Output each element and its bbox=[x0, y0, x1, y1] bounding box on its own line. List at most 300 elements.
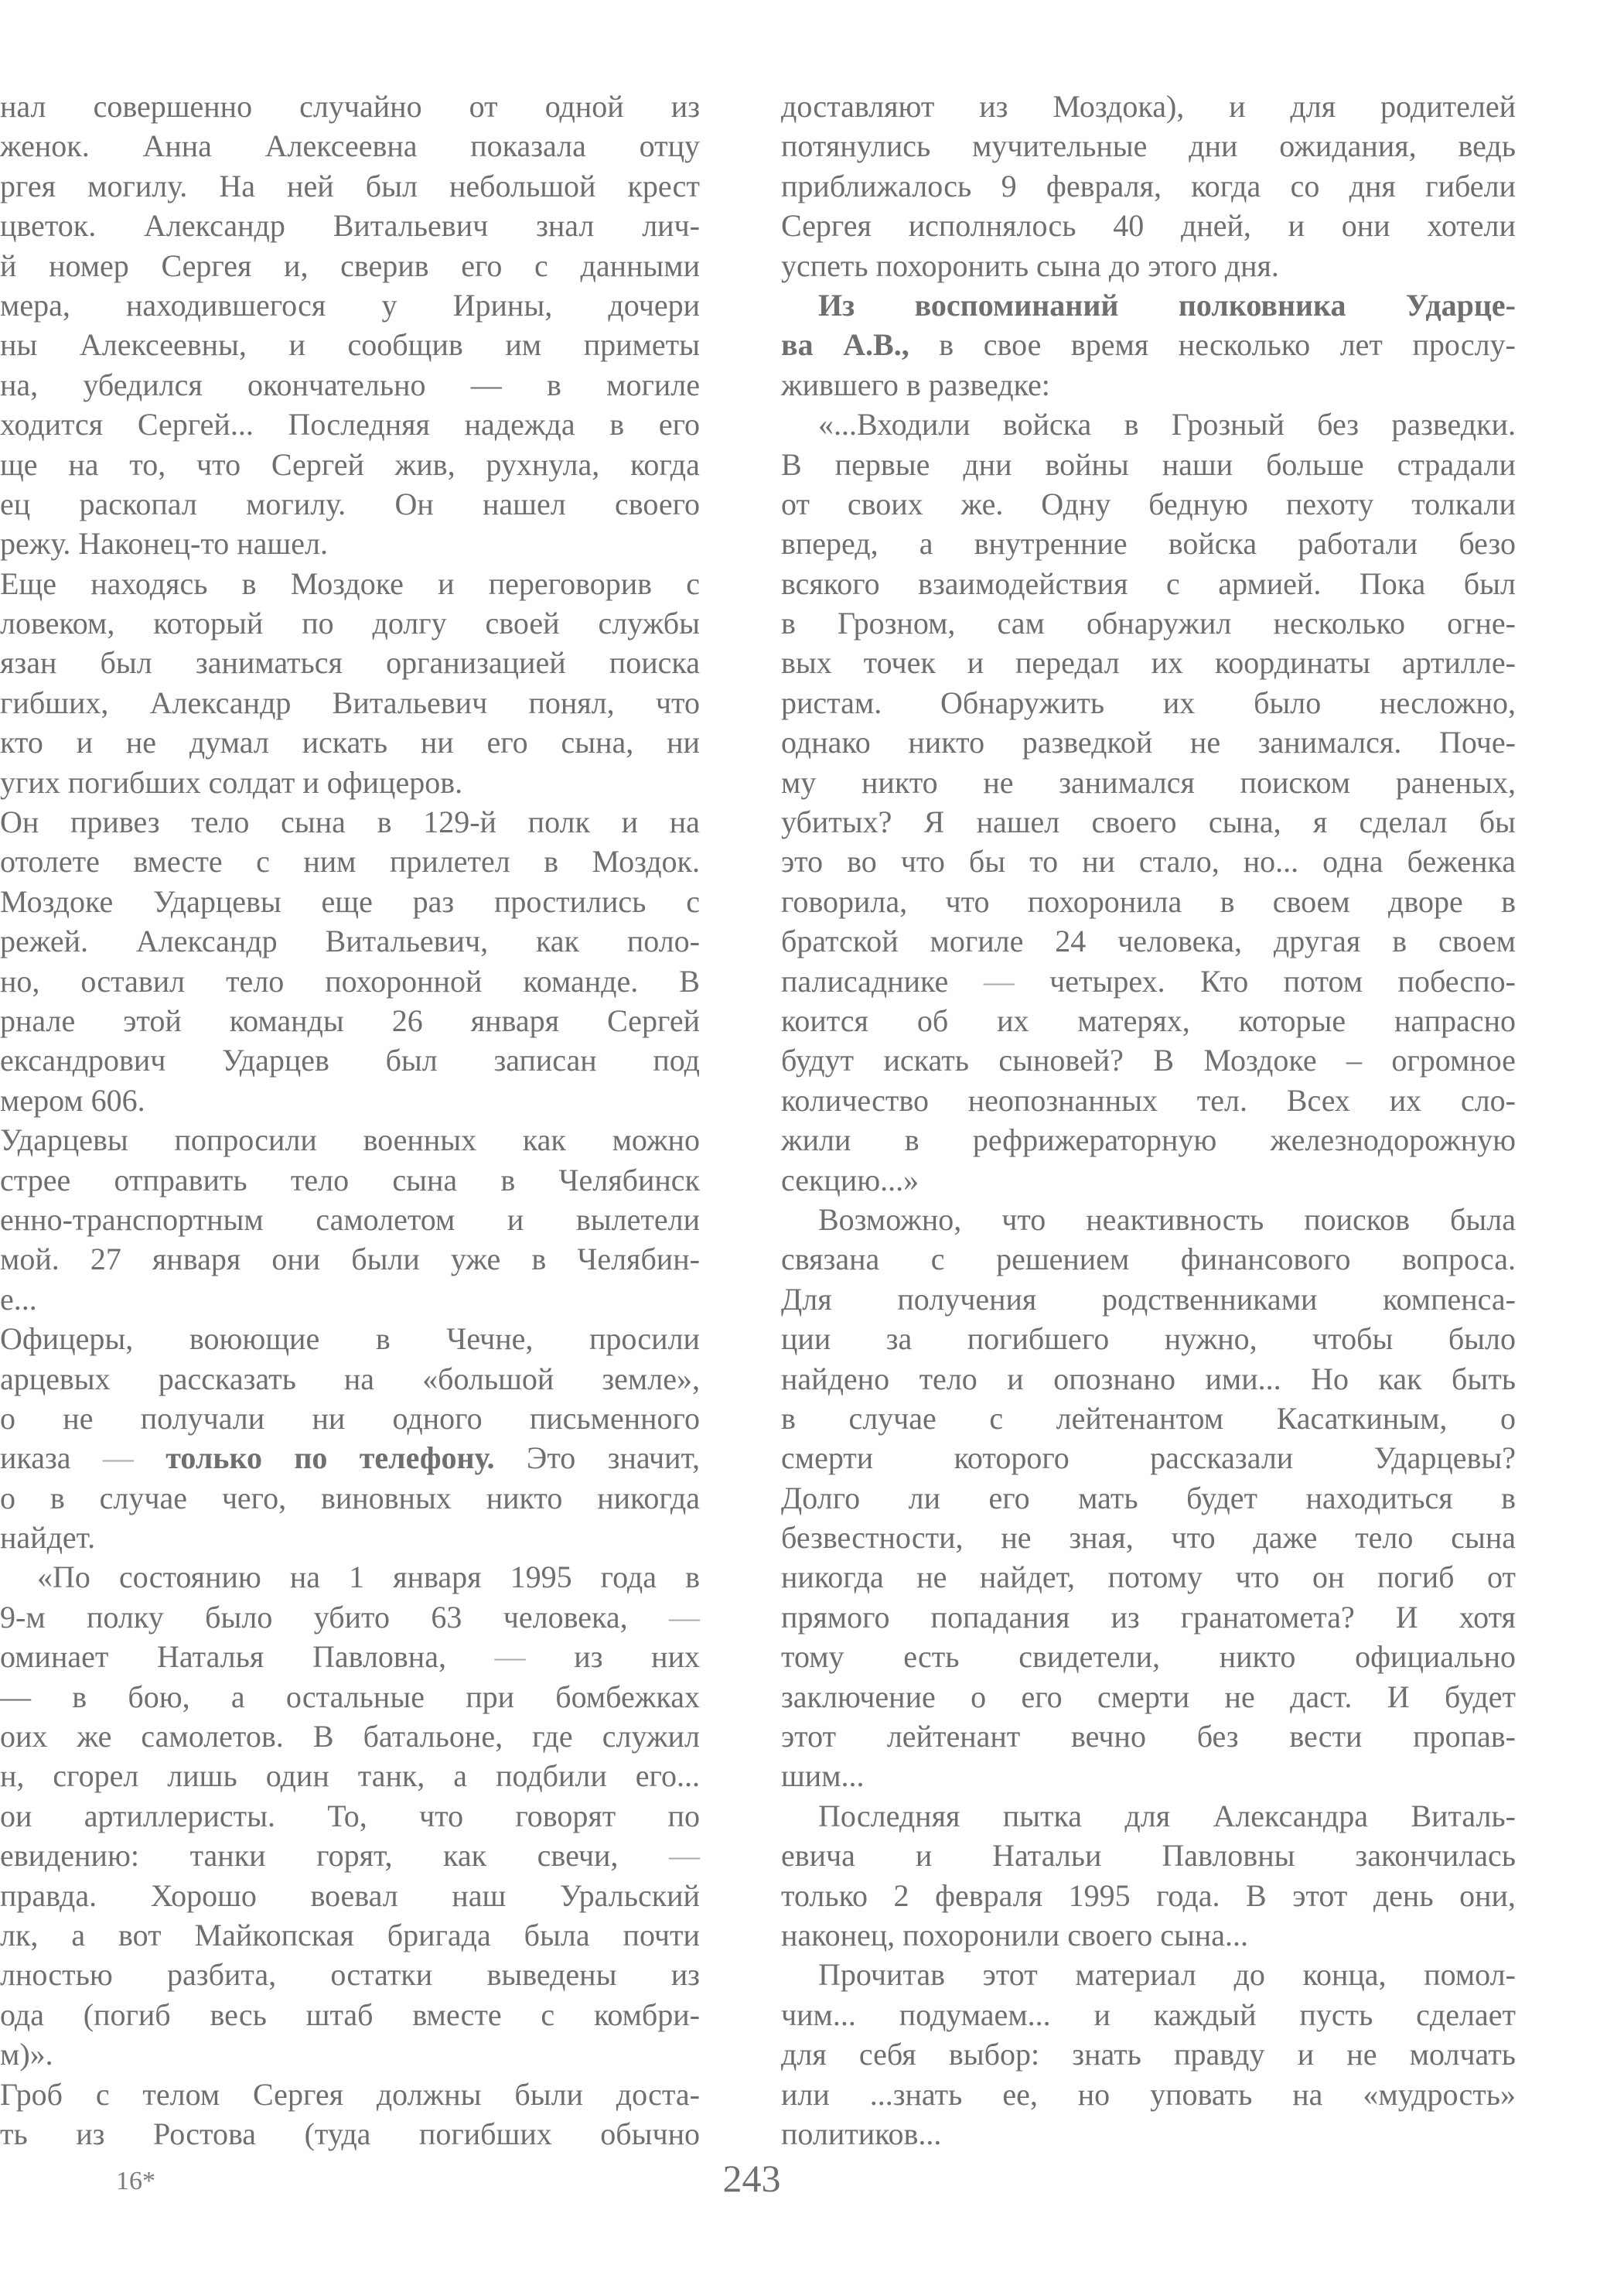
text-run: его bbox=[1021, 1679, 1063, 1714]
text-run: Касаткиным, bbox=[1276, 1400, 1448, 1436]
text-run: несколько bbox=[1178, 327, 1311, 363]
text-run: сам bbox=[997, 606, 1045, 641]
text-run: жившего в разведке: bbox=[781, 367, 1050, 402]
text-run: мучительные bbox=[972, 128, 1148, 164]
text-run: его bbox=[988, 1480, 1030, 1515]
text-run: и bbox=[507, 1201, 524, 1237]
text-line bbox=[781, 405, 1516, 444]
text-run: оих bbox=[0, 1719, 48, 1754]
text-run: беженка bbox=[1407, 844, 1516, 880]
text-run: Но bbox=[1311, 1361, 1349, 1396]
text-run: которые bbox=[1238, 1003, 1346, 1038]
text-run: на bbox=[68, 446, 99, 482]
text-run: материал bbox=[1075, 1957, 1196, 1993]
text-run: одной bbox=[544, 89, 624, 124]
text-run: Уральский bbox=[559, 1877, 700, 1913]
text-run: Ударцевы bbox=[153, 883, 281, 919]
text-run: и bbox=[76, 725, 94, 760]
text-run: надежда bbox=[464, 407, 575, 442]
text-run: их bbox=[1151, 645, 1183, 681]
text-run: Ростова bbox=[152, 2116, 257, 2151]
text-run: четырех. bbox=[1049, 963, 1165, 999]
text-line bbox=[0, 2114, 700, 2154]
text-run: самолетов. bbox=[141, 1719, 284, 1754]
text-run: могиле bbox=[606, 367, 700, 402]
text-run: доста- bbox=[616, 2076, 700, 2112]
text-line bbox=[0, 2075, 700, 2114]
text-run: их bbox=[997, 1003, 1029, 1038]
text-run: цветок. bbox=[0, 208, 97, 244]
text-run: лейтенантом bbox=[1056, 1400, 1224, 1436]
text-run: полк bbox=[527, 805, 590, 840]
text-run: Челябин- bbox=[577, 1242, 700, 1277]
text-run: ны bbox=[0, 327, 38, 363]
text-run: как bbox=[522, 1122, 566, 1158]
text-run: простились bbox=[494, 883, 647, 919]
text-run: разведки. bbox=[1391, 407, 1516, 442]
text-run: палисаднике bbox=[781, 963, 949, 999]
text-run: и bbox=[288, 327, 305, 363]
text-run: ее, bbox=[1002, 2076, 1038, 2112]
text-run: не bbox=[916, 1559, 947, 1595]
text-run: земле», bbox=[602, 1361, 700, 1396]
text-run: финансового bbox=[1180, 1242, 1351, 1277]
text-run: а bbox=[230, 1679, 245, 1714]
text-run: чим... bbox=[781, 1997, 856, 2032]
text-run: со bbox=[1290, 168, 1320, 203]
text-run: потянулись bbox=[781, 128, 931, 164]
text-run: о bbox=[971, 1679, 987, 1714]
text-line bbox=[781, 564, 1516, 603]
text-run: матерях, bbox=[1077, 1003, 1190, 1038]
text-run: номер bbox=[49, 248, 129, 283]
text-line bbox=[0, 763, 700, 802]
text-run: режу. Наконец-то нашел. bbox=[0, 526, 328, 562]
text-run: несложно, bbox=[1380, 685, 1516, 720]
text-run: молчать bbox=[1409, 2037, 1516, 2072]
text-run: совершенно bbox=[93, 89, 253, 124]
text-run: Из bbox=[818, 287, 855, 323]
text-line bbox=[0, 1796, 700, 1836]
text-run: могилу. bbox=[246, 486, 346, 521]
text-run: гранатомета? bbox=[1180, 1599, 1355, 1635]
text-run: для bbox=[1290, 89, 1336, 124]
text-run: ец bbox=[0, 486, 31, 521]
text-run: его... bbox=[635, 1758, 700, 1794]
text-run: ни bbox=[420, 725, 454, 760]
text-run: ловеком, bbox=[0, 606, 115, 641]
text-run: за bbox=[885, 1321, 913, 1357]
text-line bbox=[781, 1040, 1516, 1080]
text-run: их bbox=[1389, 1082, 1422, 1118]
text-run: этой bbox=[123, 1003, 182, 1038]
text-run: Обнаружить bbox=[940, 685, 1105, 720]
text-line bbox=[0, 2034, 700, 2074]
text-run: Майкопская bbox=[194, 1917, 354, 1952]
text-run: мать bbox=[1078, 1480, 1138, 1515]
text-run: знал bbox=[536, 208, 595, 244]
text-run: огне- bbox=[1447, 606, 1516, 641]
text-run: было bbox=[1448, 1321, 1516, 1357]
text-run: находившегося bbox=[126, 287, 326, 323]
text-run: данными bbox=[580, 248, 700, 283]
text-run: В bbox=[312, 1719, 334, 1754]
text-run: Сергея bbox=[161, 248, 252, 283]
text-run: ней bbox=[287, 168, 334, 203]
text-run: выведены bbox=[486, 1957, 617, 1993]
text-run: никто bbox=[861, 764, 938, 800]
text-run: от bbox=[1487, 1559, 1516, 1595]
text-run: Моздока), bbox=[1053, 89, 1185, 124]
text-run: записан bbox=[493, 1043, 597, 1078]
text-run: из bbox=[979, 89, 1008, 124]
text-run: с bbox=[1166, 565, 1180, 601]
text-run: показала bbox=[470, 128, 586, 164]
text-run: сына bbox=[1451, 1520, 1516, 1556]
text-line bbox=[781, 484, 1516, 524]
text-run: (погиб bbox=[83, 1997, 171, 2032]
text-run: находясь bbox=[90, 565, 208, 601]
text-run: лет bbox=[1339, 327, 1383, 363]
text-run: поло- bbox=[626, 924, 700, 959]
text-run: они bbox=[271, 1242, 321, 1277]
text-run: 1995 bbox=[510, 1559, 572, 1595]
text-run: Гроб bbox=[0, 2076, 63, 2112]
text-run: ими... bbox=[1205, 1361, 1281, 1396]
text-line bbox=[781, 1836, 1516, 1875]
text-run: им bbox=[505, 327, 542, 363]
text-run: в bbox=[547, 367, 561, 402]
text-run: это bbox=[781, 844, 824, 880]
text-run: то, bbox=[129, 446, 166, 482]
text-run: своей bbox=[485, 606, 560, 641]
text-run: остальные bbox=[285, 1679, 425, 1714]
text-run: Последняя bbox=[288, 407, 430, 442]
text-run: с bbox=[989, 1400, 1004, 1436]
text-run: своем bbox=[1272, 883, 1350, 919]
text-run: было bbox=[1254, 685, 1322, 720]
text-run: могиле bbox=[930, 924, 1024, 959]
text-line bbox=[0, 1001, 700, 1040]
text-run: одного bbox=[392, 1400, 483, 1436]
text-run: никто bbox=[486, 1480, 563, 1515]
text-line bbox=[0, 1279, 700, 1319]
text-run: тело bbox=[290, 1162, 350, 1197]
text-run: «...Входили bbox=[818, 407, 971, 442]
text-line bbox=[781, 2075, 1516, 2114]
text-run: Ударце- bbox=[1405, 287, 1516, 323]
text-line bbox=[781, 603, 1516, 643]
text-run: Моздоке bbox=[1203, 1043, 1317, 1078]
text-run: из bbox=[670, 89, 700, 124]
text-run: шим... bbox=[781, 1758, 865, 1794]
text-run: жили bbox=[781, 1122, 851, 1158]
text-run: армией. bbox=[1218, 565, 1322, 601]
text-run: побеспо- bbox=[1397, 963, 1516, 999]
text-run: вести bbox=[1289, 1719, 1363, 1754]
text-run: в bbox=[904, 1122, 919, 1158]
text-run: из bbox=[670, 1957, 700, 1993]
text-run: искать bbox=[302, 725, 388, 760]
text-line bbox=[0, 1597, 700, 1637]
text-run: поиска bbox=[609, 645, 700, 681]
text-run: ода bbox=[0, 1997, 44, 2032]
text-run: самолетом bbox=[316, 1201, 455, 1237]
text-run: что bbox=[900, 844, 945, 880]
text-run: телом bbox=[142, 2076, 220, 2112]
text-run: на bbox=[1292, 2076, 1323, 2112]
text-line bbox=[0, 1120, 700, 1160]
text-run: тело bbox=[226, 963, 285, 999]
text-run: почти bbox=[623, 1917, 700, 1952]
text-run: Ударцев bbox=[222, 1043, 329, 1078]
text-run: в bbox=[531, 1242, 547, 1277]
text-run: приметы bbox=[583, 327, 700, 363]
text-line bbox=[0, 484, 700, 524]
text-run: Кто bbox=[1200, 963, 1249, 999]
text-run: была bbox=[1450, 1201, 1516, 1237]
text-run: где bbox=[532, 1719, 573, 1754]
text-run: доставляют bbox=[781, 89, 935, 124]
text-run: А.В., bbox=[843, 327, 909, 363]
text-run: сгорел bbox=[53, 1758, 139, 1794]
text-run: рефрижераторную bbox=[972, 1122, 1217, 1158]
text-run: Сергей bbox=[271, 446, 364, 482]
text-run: как bbox=[1378, 1361, 1422, 1396]
text-run: погибшего bbox=[967, 1321, 1110, 1357]
text-run: в bbox=[241, 565, 257, 601]
text-line bbox=[0, 802, 700, 842]
text-run: неактивность bbox=[1086, 1201, 1264, 1237]
text-run: на bbox=[343, 1361, 375, 1396]
text-run: состоянию bbox=[118, 1559, 261, 1595]
text-run: не bbox=[1346, 2037, 1377, 2072]
text-run: в bbox=[939, 327, 954, 363]
text-run: Для bbox=[781, 1281, 832, 1317]
text-run: чтобы bbox=[1312, 1321, 1394, 1357]
text-run: весь bbox=[210, 1997, 267, 2032]
text-run: в bbox=[781, 606, 796, 641]
text-line bbox=[781, 842, 1516, 881]
text-run: будут bbox=[781, 1043, 855, 1078]
text-run: февраля, bbox=[1046, 168, 1162, 203]
text-run: как bbox=[443, 1838, 487, 1874]
text-run: «большой bbox=[422, 1361, 554, 1396]
text-run: я bbox=[1312, 805, 1328, 840]
text-run: Моздоке bbox=[0, 883, 114, 919]
text-run: приближалось bbox=[781, 168, 972, 203]
text-run: сообщив bbox=[347, 327, 463, 363]
text-run: войска bbox=[1168, 526, 1257, 562]
text-run: несколько bbox=[1273, 606, 1405, 641]
text-run: подумаем... bbox=[899, 1997, 1051, 2032]
text-run: евидению: bbox=[0, 1838, 139, 1874]
text-run: же. bbox=[960, 486, 1004, 521]
text-run: ни bbox=[312, 1400, 346, 1436]
text-run: Александр bbox=[135, 924, 278, 959]
text-run: Витальевич, bbox=[325, 924, 489, 959]
text-run: письменного bbox=[529, 1400, 700, 1436]
text-run: взаимодействия bbox=[918, 565, 1128, 601]
text-run: из bbox=[574, 1639, 603, 1675]
text-run: что bbox=[196, 446, 241, 482]
text-run: будет bbox=[1445, 1679, 1516, 1714]
text-run: Поче- bbox=[1438, 725, 1516, 760]
text-run: года. bbox=[1156, 1877, 1220, 1913]
text-line bbox=[781, 206, 1516, 245]
text-run: Павловна, bbox=[312, 1639, 446, 1675]
text-run: артиллеристы. bbox=[84, 1798, 275, 1833]
text-line bbox=[781, 1597, 1516, 1637]
text-run: даже bbox=[1253, 1520, 1318, 1556]
text-line bbox=[781, 524, 1516, 563]
text-line bbox=[781, 643, 1516, 682]
text-run: лейтенант bbox=[886, 1719, 1021, 1754]
text-run: правда. bbox=[0, 1877, 97, 1913]
text-run: но bbox=[1077, 2076, 1111, 2112]
text-run: сыновей? bbox=[998, 1043, 1124, 1078]
text-run: н, bbox=[0, 1758, 25, 1794]
text-run: мером 606. bbox=[0, 1082, 145, 1118]
text-run: — bbox=[494, 1639, 526, 1675]
text-run: остатки bbox=[330, 1957, 433, 1993]
text-line bbox=[0, 603, 700, 643]
text-run: прослу- bbox=[1412, 327, 1516, 363]
text-run: думал bbox=[189, 725, 269, 760]
text-run: Анна bbox=[142, 128, 212, 164]
text-run: И bbox=[1387, 1679, 1410, 1714]
text-run: без bbox=[1196, 1719, 1239, 1754]
text-run: всякого bbox=[781, 565, 880, 601]
text-run: и, bbox=[284, 248, 309, 283]
text-run: работали bbox=[1298, 526, 1418, 562]
right-text-column bbox=[781, 87, 1516, 2154]
text-run: его bbox=[486, 725, 528, 760]
text-run: дня bbox=[1349, 168, 1396, 203]
text-run: однако bbox=[781, 725, 871, 760]
text-line bbox=[0, 1836, 700, 1875]
text-run: был bbox=[385, 1043, 438, 1078]
text-run: свечи, bbox=[537, 1838, 619, 1874]
text-run: Офицеры, bbox=[0, 1321, 134, 1357]
text-run: что bbox=[945, 883, 990, 919]
text-run: Челябинск bbox=[558, 1162, 700, 1197]
text-run: Долго bbox=[781, 1480, 861, 1515]
text-run: В bbox=[1246, 1877, 1267, 1913]
text-run: в bbox=[1501, 1480, 1516, 1515]
text-run: 129-й bbox=[423, 805, 496, 840]
text-run: Ударцевы bbox=[0, 1122, 128, 1158]
text-run: Александр bbox=[149, 685, 292, 720]
text-run: железнодорожную bbox=[1270, 1122, 1516, 1158]
text-run: стало, bbox=[1138, 844, 1220, 880]
text-run: Моздоке bbox=[290, 565, 404, 601]
text-run: крест bbox=[627, 168, 700, 203]
signature-mark: 16* bbox=[116, 2167, 155, 2195]
text-run: евича bbox=[781, 1838, 855, 1874]
text-run: И bbox=[1395, 1599, 1418, 1635]
text-run: ...знать bbox=[869, 2076, 963, 2112]
text-line bbox=[781, 1319, 1516, 1358]
text-line bbox=[0, 1399, 700, 1438]
text-run: занимался bbox=[1059, 764, 1195, 800]
text-run: передал bbox=[1015, 645, 1120, 681]
text-line bbox=[781, 285, 1516, 325]
text-run: получения bbox=[897, 1281, 1037, 1317]
text-line bbox=[781, 1120, 1516, 1160]
text-run: который bbox=[153, 606, 264, 641]
text-run: войны bbox=[1045, 446, 1129, 482]
text-line bbox=[781, 683, 1516, 723]
text-run: ть bbox=[0, 2116, 28, 2151]
text-run: воюющие bbox=[189, 1321, 320, 1357]
text-run: опознано bbox=[1053, 1361, 1175, 1396]
text-line bbox=[0, 1915, 700, 1955]
text-run: нал bbox=[0, 89, 46, 124]
text-run: ожидания, bbox=[1279, 128, 1417, 164]
text-run: по bbox=[294, 1440, 328, 1476]
text-line bbox=[781, 962, 1516, 1001]
text-run: огромное bbox=[1391, 1043, 1516, 1078]
text-run: Возможно, bbox=[818, 1201, 962, 1237]
text-run: похоронной bbox=[325, 963, 483, 999]
text-run: точек bbox=[863, 645, 936, 681]
text-run: тело bbox=[1355, 1520, 1414, 1556]
text-run: В bbox=[679, 963, 700, 999]
text-run: в bbox=[1124, 407, 1139, 442]
text-run: успеть похоронить сына до этого дня. bbox=[781, 248, 1279, 283]
text-run: с bbox=[534, 248, 548, 283]
text-run: была bbox=[524, 1917, 590, 1952]
text-line bbox=[0, 206, 700, 245]
text-run: никто bbox=[1219, 1639, 1296, 1675]
text-run: Грозном, bbox=[838, 606, 956, 641]
text-run: горят, bbox=[316, 1838, 393, 1874]
text-run: коится bbox=[781, 1003, 868, 1038]
text-run: лишь bbox=[167, 1758, 237, 1794]
text-run: что bbox=[1171, 1520, 1216, 1556]
text-run: поисков bbox=[1304, 1201, 1411, 1237]
text-line bbox=[0, 524, 700, 563]
text-run: не bbox=[983, 764, 1014, 800]
text-run: один bbox=[265, 1758, 329, 1794]
text-run: полковника bbox=[1178, 287, 1346, 323]
text-run: даст. bbox=[1290, 1679, 1353, 1714]
text-run: и bbox=[1297, 2037, 1315, 2072]
text-run: организацией bbox=[386, 645, 566, 681]
text-run: координаты bbox=[1214, 645, 1370, 681]
text-line bbox=[0, 166, 700, 206]
text-run: ргея bbox=[0, 168, 56, 203]
text-run: В bbox=[781, 446, 802, 482]
text-run: нашел bbox=[976, 805, 1060, 840]
text-run: полку bbox=[87, 1599, 164, 1635]
text-run: штаб bbox=[305, 1997, 374, 2032]
text-run: дочери bbox=[608, 287, 700, 323]
text-run: сына, bbox=[1208, 805, 1281, 840]
text-line bbox=[0, 1438, 700, 1477]
text-line bbox=[781, 1081, 1516, 1120]
text-run: был bbox=[100, 645, 152, 681]
text-run: — bbox=[669, 1599, 700, 1635]
text-run: Виталь- bbox=[1411, 1798, 1516, 1833]
text-run: случае bbox=[99, 1480, 187, 1515]
text-run: политиков... bbox=[781, 2116, 942, 2151]
text-line bbox=[781, 1200, 1516, 1239]
text-run: виновных bbox=[320, 1480, 452, 1515]
text-run: е... bbox=[0, 1281, 37, 1317]
text-run: и bbox=[967, 645, 984, 681]
